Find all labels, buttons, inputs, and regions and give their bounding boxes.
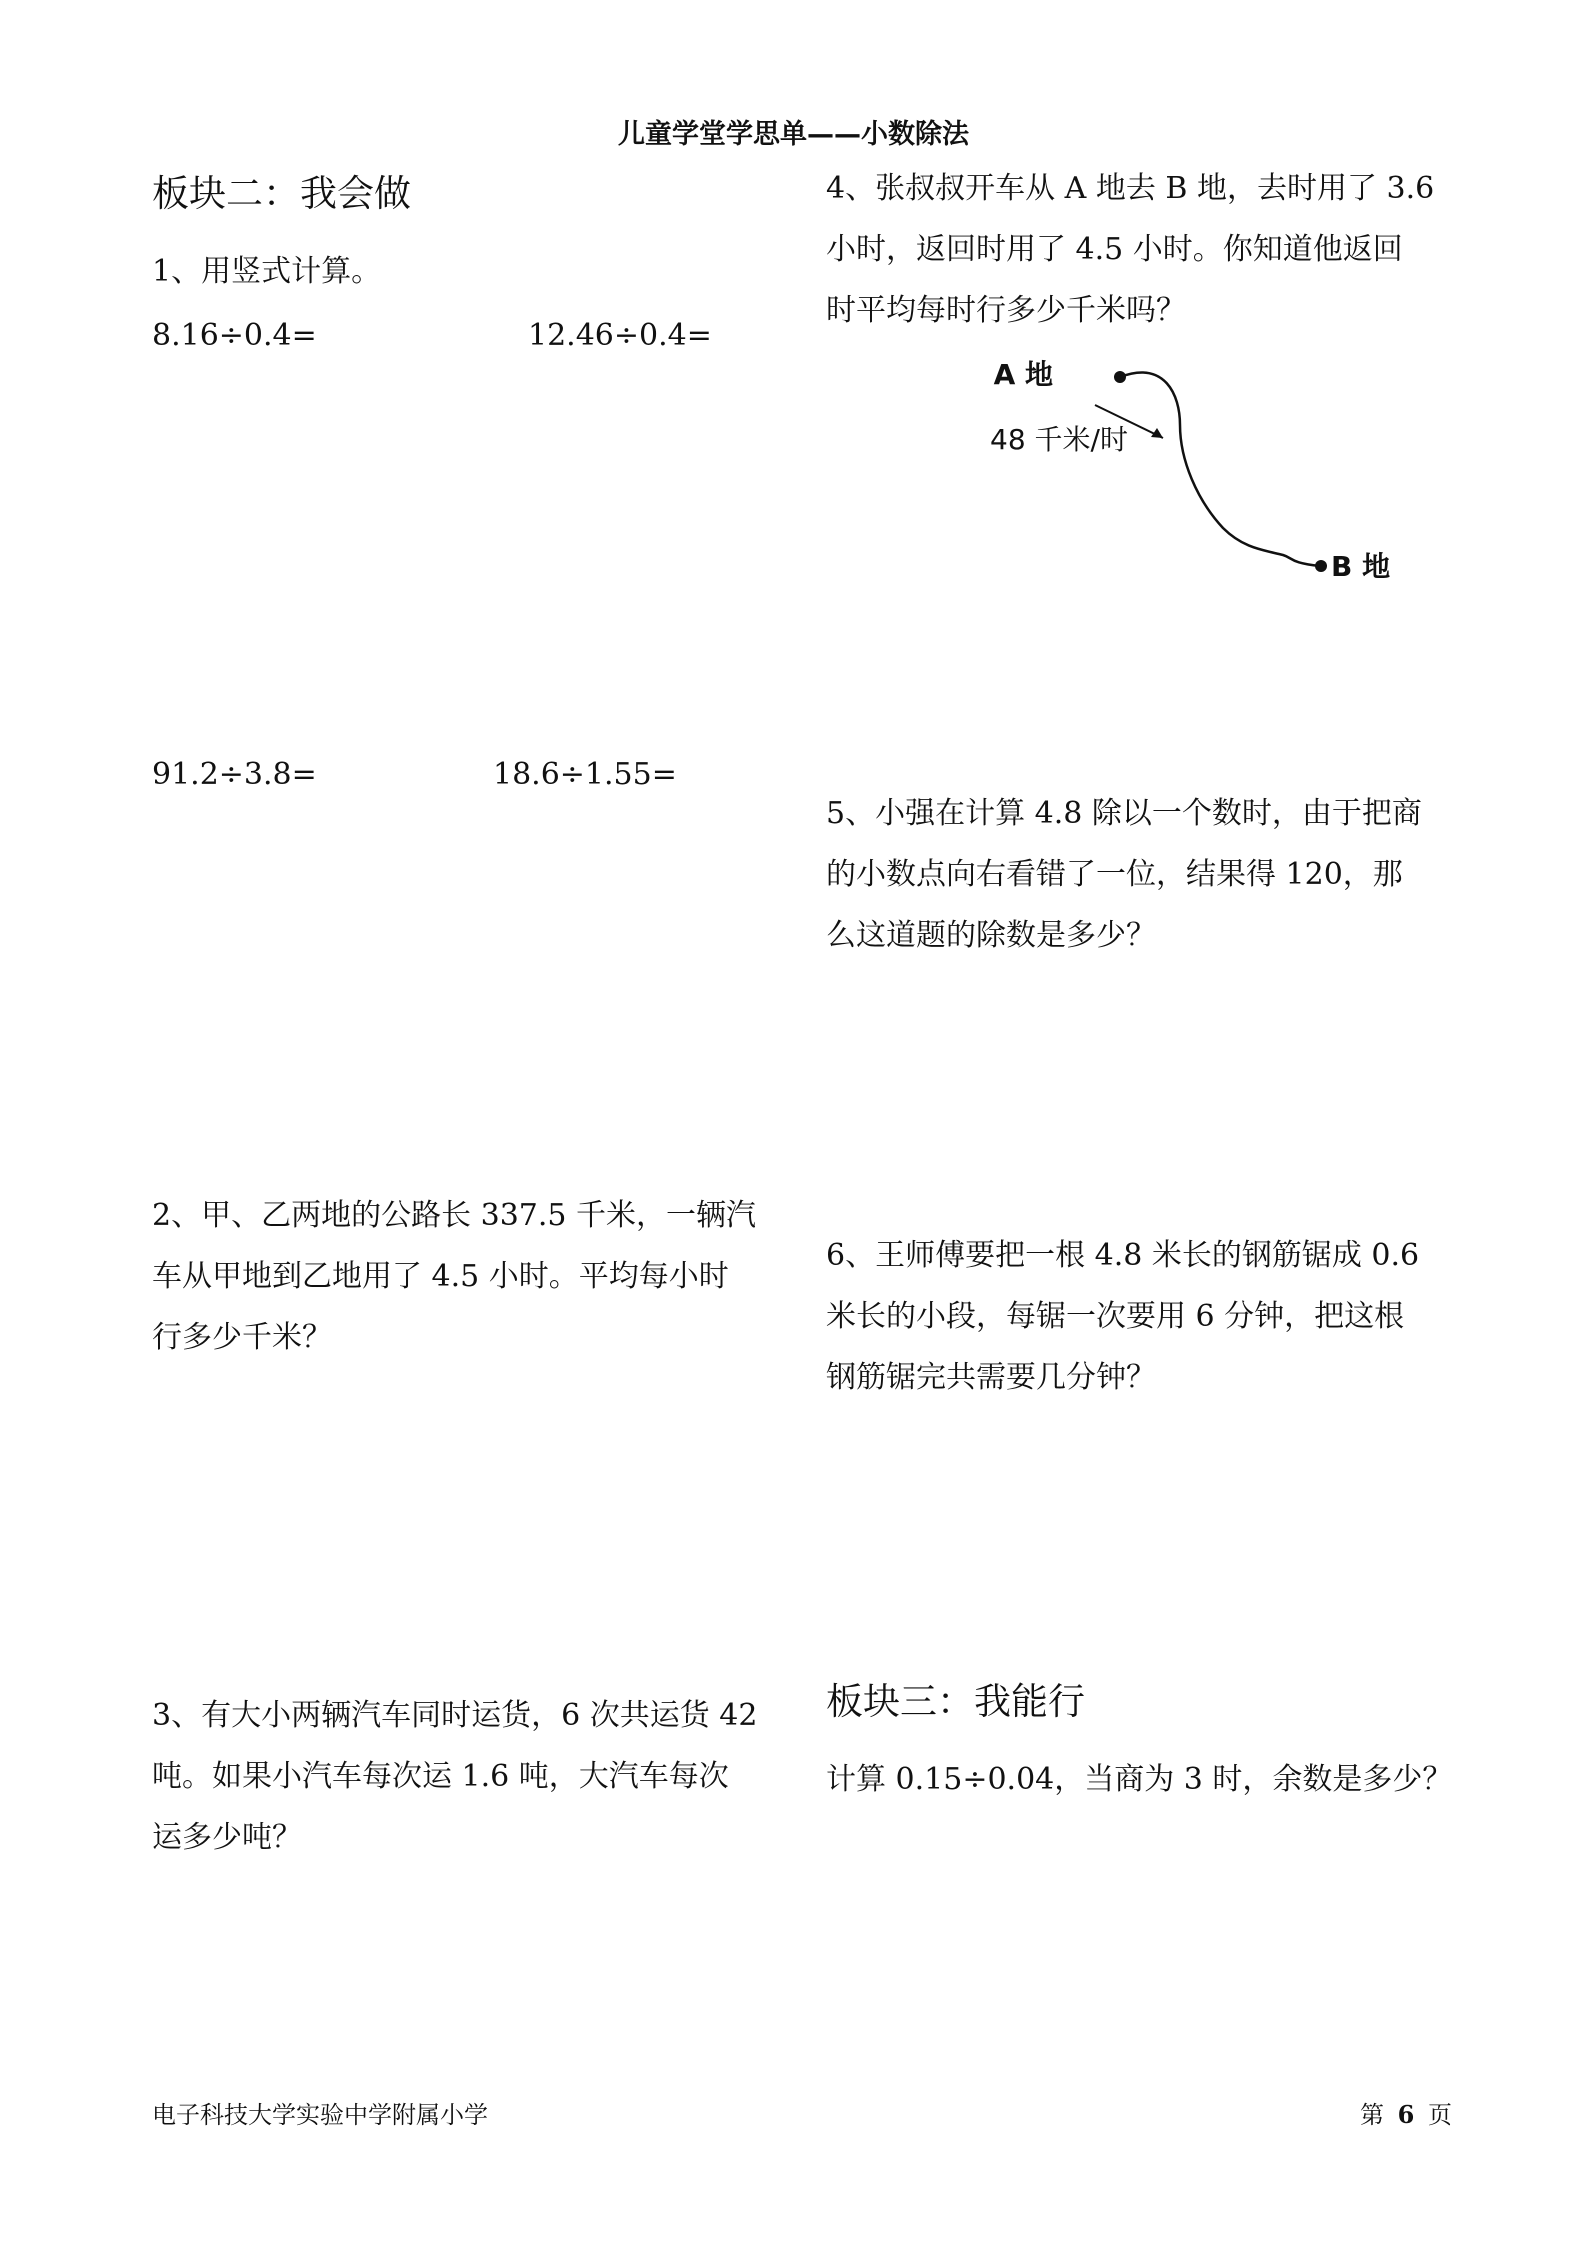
footer-school: 电子科技大学实验中学附属小学 — [152, 2101, 488, 2129]
route-curve — [1120, 373, 1320, 566]
q3-line-1: 3、有大小两辆汽车同时运货，6 次共运货 42 — [152, 1698, 758, 1733]
page-number: 6 — [1397, 2100, 1415, 2129]
page-prefix: 第 — [1360, 2101, 1384, 2129]
point-b-dot — [1315, 560, 1327, 572]
q5-line-3: 么这道题的除数是多少？ — [826, 918, 1156, 953]
q6-line-2: 米长的小段，每锯一次要用 6 分钟，把这根 — [826, 1299, 1405, 1334]
q2-line-1: 2、甲、乙两地的公路长 337.5 千米，一辆汽 — [152, 1198, 757, 1233]
q3-line-2: 吨。如果小汽车每次运 1.6 吨，大汽车每次 — [152, 1759, 729, 1794]
question-6 — [826, 1225, 1456, 1408]
q1-item-3: 91.2÷3.8= — [152, 757, 317, 792]
q1-item-2: 12.46÷0.4= — [528, 318, 712, 353]
q2-line-2: 车从甲地到乙地用了 4.5 小时。平均每小时 — [152, 1259, 729, 1294]
page-suffix: 页 — [1427, 2101, 1452, 2129]
point-b-label: B 地 — [1331, 550, 1391, 583]
q5-line-2: 的小数点向右看错了一位，结果得 120，那 — [826, 857, 1403, 892]
section-3-title: 板块三：我能行 — [826, 1680, 1085, 1723]
q4-line-2: 小时，返回时用了 4.5 小时。你知道他返回 — [826, 232, 1403, 267]
section-2-title: 板块二：我会做 — [152, 172, 411, 215]
section-3-question: 计算 0.15÷0.04，当商为 3 时，余数是多少？ — [826, 1762, 1453, 1797]
route-diagram — [975, 350, 1395, 600]
question-2 — [152, 1185, 782, 1368]
question-5 — [826, 783, 1456, 966]
q6-line-1: 6、王师傅要把一根 4.8 米长的钢筋锯成 0.6 — [826, 1238, 1420, 1273]
q4-line-3: 时平均每时行多少千米吗？ — [826, 293, 1186, 328]
q4-line-1: 4、张叔叔开车从 A 地去 B 地，去时用了 3.6 — [826, 171, 1435, 206]
footer-page — [1360, 2095, 1452, 2130]
q6-line-3: 钢筋锯完共需要几分钟？ — [826, 1360, 1156, 1395]
q5-line-1: 5、小强在计算 4.8 除以一个数时，由于把商 — [826, 796, 1422, 831]
q1-item-1: 8.16÷0.4= — [152, 318, 317, 353]
question-3 — [152, 1685, 782, 1868]
q1-prompt: 1、用竖式计算。 — [152, 254, 382, 289]
q3-line-3: 运多少吨？ — [152, 1820, 302, 1855]
question-4 — [826, 158, 1456, 341]
q2-line-3: 行多少千米？ — [152, 1320, 332, 1355]
page-title: 儿童学堂学思单——小数除法 — [618, 119, 969, 150]
q1-item-4: 18.6÷1.55= — [493, 757, 677, 792]
point-a-label: A 地 — [993, 358, 1053, 391]
speed-label: 48 千米/时 — [990, 423, 1128, 456]
